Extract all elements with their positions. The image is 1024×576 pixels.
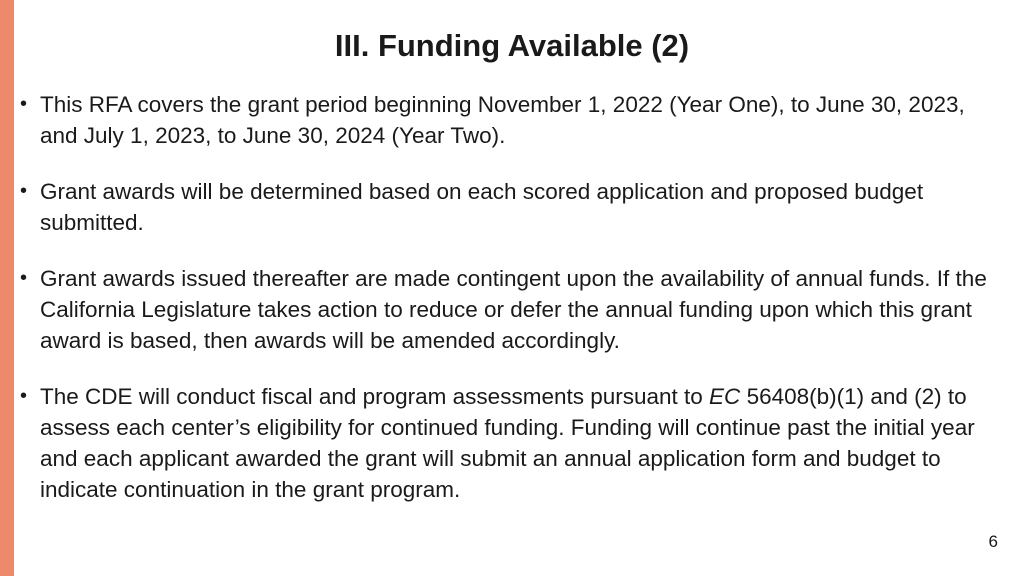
bullet-icon: • <box>20 180 28 202</box>
accent-bar <box>0 0 14 576</box>
slide-title: III. Funding Available (2) <box>334 28 690 63</box>
bullet-item <box>18 176 1008 238</box>
bullet-text <box>40 384 975 502</box>
bullet-item <box>18 263 1008 356</box>
bullet-text: Grant awards issued thereafter are made contingent upon the availability of annual funds. If the California Legislature takes action to reduce or defer the annual funding upon which this grant award is based, then awards will be amended accordingly. <box>40 266 987 353</box>
bullet-icon: • <box>20 267 28 289</box>
bullet-text: This RFA covers the grant period beginning November 1, 2022 (Year One), to June 30, 2023, and July 1, 2023, to June 30, 2024 (Year Two). <box>40 92 965 148</box>
bullet-item <box>18 381 1008 505</box>
education-code-abbrev: EC <box>709 384 741 409</box>
bullet-text-before: The CDE will conduct fiscal and program assessments pursuant to <box>40 384 710 409</box>
page-number: 6 <box>988 532 998 551</box>
bullet-item <box>18 89 1008 151</box>
bullet-list <box>18 89 1008 530</box>
bullet-icon: • <box>20 93 28 115</box>
bullet-text-after: 56408(b)(1) and (2) to assess each center’s eligibility for continued funding. Funding will continue past the initial year and each applicant awarded the grant will submit an annual application form and budget to indicate continuation in the grant program. <box>40 384 975 502</box>
bullet-icon: • <box>20 385 28 407</box>
bullet-text: Grant awards will be determined based on each scored application and proposed budget submitted. <box>40 179 924 235</box>
